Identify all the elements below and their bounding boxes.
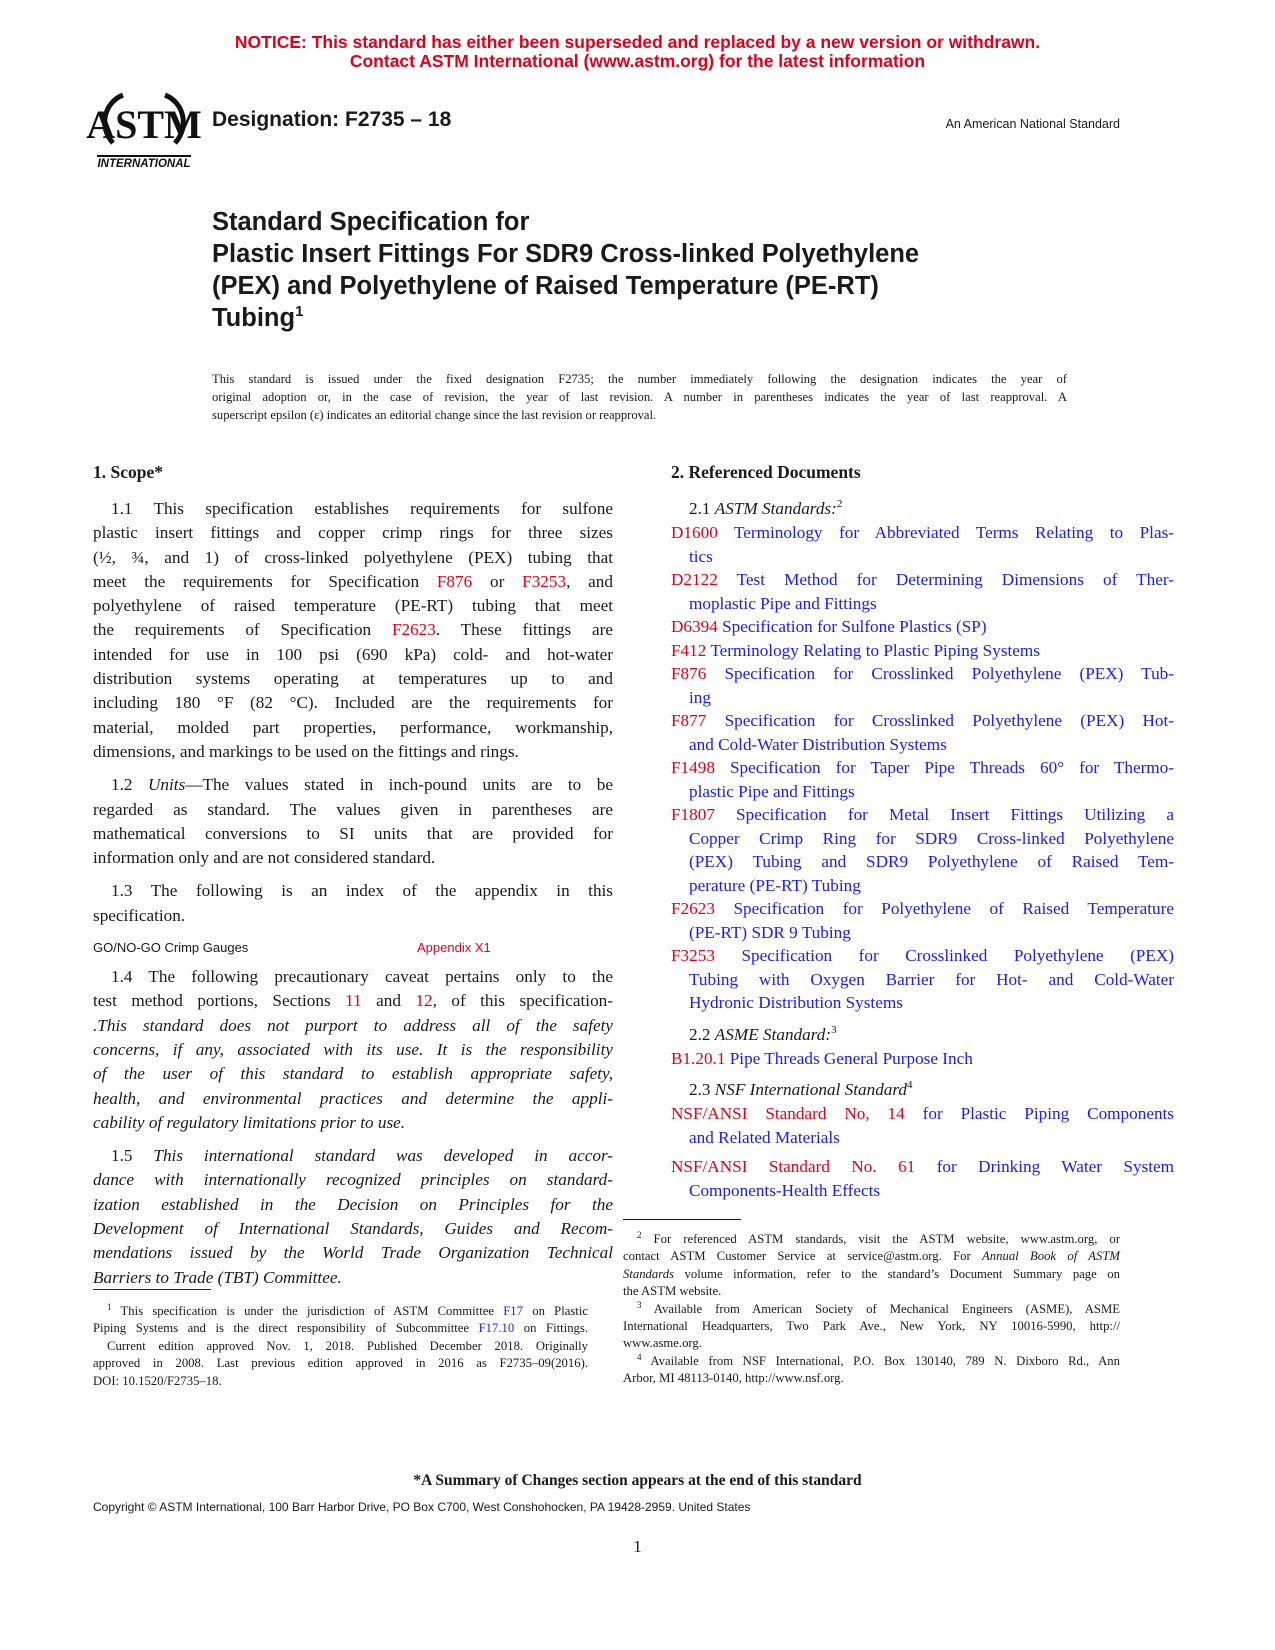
document-title [212, 206, 1112, 334]
scope-1-4: 1.4 The following precautionary caveat pertains only to the test method portions, Sections 11 and 12, of this specification- .This standard does not purport to address all of the safety concerns, if any, associated with its use. It is the responsibility of the user of this standard to establish appropriate safety, health, and environmental practices and determine the appli- cability of regulatory limitations prior to use. [93, 967, 613, 1132]
referenced-documents-section [671, 462, 1174, 1202]
nsf-standard-label: 2.3 NSF International Standard$^4$ [689, 1079, 913, 1099]
title-line-4: Tubing$^1$ [212, 303, 304, 332]
appendix-index-row [93, 937, 613, 959]
link-f17[interactable]: F17 [503, 1304, 523, 1318]
footnotes-right: $^2$ For referenced ASTM standards, visit the ASTM website, www.astm.org, or contact ASTM Customer Service at service@astm.org. For Annual Book of ASTM Standards volume information, refer to the standard’s Document Summary page on the ASTM website. $^3$ Available from American Society of Mechanical Engineers (ASME), ASME International Headquarters, Two Park Ave., New York, NY 10016-5990, http:// www.asme.org. $^4$ Available from NSF International, P.O. Box 130140, 789 N. Dixboro Rd., Ann Arbor, MI 48113-0140, http://www.nsf.org. [623, 1230, 1120, 1386]
ref-d1600[interactable]: D1600 Terminology for Abbreviated Terms Relating to Plas- tics [671, 523, 1174, 566]
astm-standards-label: 2.1 ASTM Standards:$^2$ [689, 498, 843, 518]
referenced-heading: 2. Referenced Documents [671, 462, 861, 482]
appendix-index-label: GO/NO-GO Crimp Gauges [93, 940, 249, 956]
ref-nsf-14[interactable]: NSF/ANSI Standard No, 14 for Plastic Piping Components and Related Materials [671, 1104, 1174, 1147]
title-line-1: Standard Specification for [212, 208, 530, 236]
ref-f1807[interactable]: F1807 Specification for Metal Insert Fittings Utilizing a Copper Crimp Ring for SDR9 Cross-linked Polyethylene (PEX) Tubing and SDR9 Polyethylene of Raised Tem- perature (PE-RT) Tubing [671, 805, 1174, 895]
astm-logo [86, 83, 202, 173]
scope-heading: 1. Scope* [93, 462, 163, 482]
issue-note-line: original adoption or, in the case of revision, the year of last revision. A number in parentheses indicates the year of last reapproval. A [212, 390, 1067, 404]
ref-f3253[interactable]: F3253 Specification for Crosslinked Polyethylene (PEX) Tubing with Oxygen Barrier for Hot- and Cold-Water Hydronic Distribution Systems [671, 946, 1174, 1012]
ref-f412[interactable]: F412 Terminology Relating to Plastic Piping Systems [671, 640, 1040, 660]
national-standard-label: An American National Standard [945, 117, 1120, 131]
copyright-line: Copyright © ASTM International, 100 Barr Harbor Drive, PO Box C700, West Conshohocken, PA 19428-2959. United States [93, 1500, 751, 1514]
summary-of-changes-note: *A Summary of Changes section appears at the end of this standard [413, 1472, 862, 1489]
title-footnote-mark[interactable]: 1 [295, 303, 304, 320]
logo-mark: ASTM [86, 102, 202, 147]
ref-nsf-61[interactable]: NSF/ANSI Standard No. 61 for Drinking Water System Components-Health Effects [671, 1157, 1174, 1200]
link-f3253[interactable]: F3253 [522, 571, 567, 591]
scope-1-1: 1.1 This specification establishes requirements for sulfone plastic insert fittings and copper crimp rings for three sizes (½, ¾, and 1) of cross-linked polyethylene (PEX) tubing that meet the requirements for Specification F876 or F3253, and polyethylene of raised temperature (PE-RT) tubing that meet the requirements of Specification F2623. These fittings are intended for use in 100 psi (690 kPa) cold- and hot-water distribution systems operating at temperatures up to and including 180 °F (82 °C). Included are the requirements for material, molded part properties, performance, workmanship, dimensions, and markings to be used on the fittings and rings. [93, 499, 613, 761]
ref-f876[interactable]: F876 Specification for Crosslinked Polyethylene (PEX) Tub- ing [671, 664, 1174, 707]
footnote-1: $^1$ This specification is under the jurisdiction of ASTM Committee F17 on Plastic Piping Systems and is the direct responsibility of Subcommittee F17.10 on Fittings. Current edition approved Nov. 1, 2018. Published December 2018. Originally approved in 2008. Last previous edition approved in 2016 as F2735–09(2016). DOI: 10.1520/F2735–18. [93, 1302, 589, 1388]
title-line-3: (PEX) and Polyethylene of Raised Temperature (PE-RT) [212, 272, 879, 300]
issue-note [212, 370, 1067, 424]
ref-b1-20-1[interactable]: B1.20.1 Pipe Threads General Purpose Inch [671, 1048, 973, 1068]
appendix-x1-link[interactable]: Appendix X1 [417, 940, 491, 956]
title-line-2: Plastic Insert Fittings For SDR9 Cross-linked Polyethylene [212, 240, 920, 268]
scope-1-3: 1.3 The following is an index of the appendix in this specification. [93, 881, 613, 925]
footnote-2: $^2$ For referenced ASTM standards, visit the ASTM website, www.astm.org, or [637, 1230, 1120, 1246]
link-section-11[interactable]: 11 [345, 991, 362, 1011]
footnote-3: $^3$ Available from American Society of Mechanical Engineers (ASME), ASME [637, 1299, 1120, 1316]
scope-section [93, 462, 613, 1299]
ref-f2623[interactable]: F2623 Specification for Polyethylene of Raised Temperature (PE-RT) SDR 9 Tubing [671, 899, 1174, 942]
footnote-rule-right [623, 1219, 741, 1220]
asme-standard-label: 2.2 ASME Standard:$^3$ [689, 1023, 837, 1044]
scope-1-2: 1.2 Units—The values stated in inch-pound units are to be regarded as standard. The values given in parentheses are mathematical conversions to SI units that are provided for information only and are not considered standard. [93, 775, 614, 868]
logo-subtext: INTERNATIONAL [97, 158, 191, 170]
link-section-12[interactable]: 12 [415, 991, 433, 1011]
footnote-4: $^4$ Available from NSF International, P.O. Box 130140, 789 N. Dixboro Rd., Ann [637, 1351, 1120, 1368]
superseded-notice [0, 33, 1275, 71]
notice-line-2: Contact ASTM International (www.astm.org) for the latest information [349, 51, 926, 71]
issue-note-line: superscript epsilon (ε) indicates an editorial change since the last revision or reapproval. [212, 408, 657, 422]
link-f17-10[interactable]: F17.10 [478, 1321, 515, 1336]
ref-d2122[interactable]: D2122 Test Method for Determining Dimensions of Ther- moplastic Pipe and Fittings [671, 570, 1174, 613]
notice-line-1: NOTICE: This standard has either been superseded and replaced by a new version or withdrawn. [234, 32, 1041, 52]
footnote-rule-left [93, 1289, 211, 1290]
ref-d6394[interactable]: D6394 Specification for Sulfone Plastics (SP) [671, 617, 987, 636]
link-f2623[interactable]: F2623 [391, 620, 436, 640]
ref-f1498[interactable]: F1498 Specification for Taper Pipe Threads 60° for Thermo- plastic Pipe and Fittings [671, 758, 1174, 801]
page-number: 1 [633, 1537, 642, 1556]
scope-1-5: 1.5 This international standard was developed in accor- dance with internationally recognized principles on standard- ization established in the Decision on Principles for the Development of International Standards, Guides and Recom- mendations issued by the World Trade Organization Technical Barriers to Trade (TBT) Committee. [93, 1146, 614, 1287]
issue-note-line: This standard is issued under the fixed designation F2735; the number immediately following the designation indicates the year of [212, 372, 1067, 386]
ref-f877[interactable]: F877 Specification for Crosslinked Polyethylene (PEX) Hot- and Cold-Water Distribution Systems [671, 711, 1174, 754]
designation: Designation: F2735 – 18 [212, 108, 452, 131]
link-f876[interactable]: F876 [436, 571, 473, 591]
